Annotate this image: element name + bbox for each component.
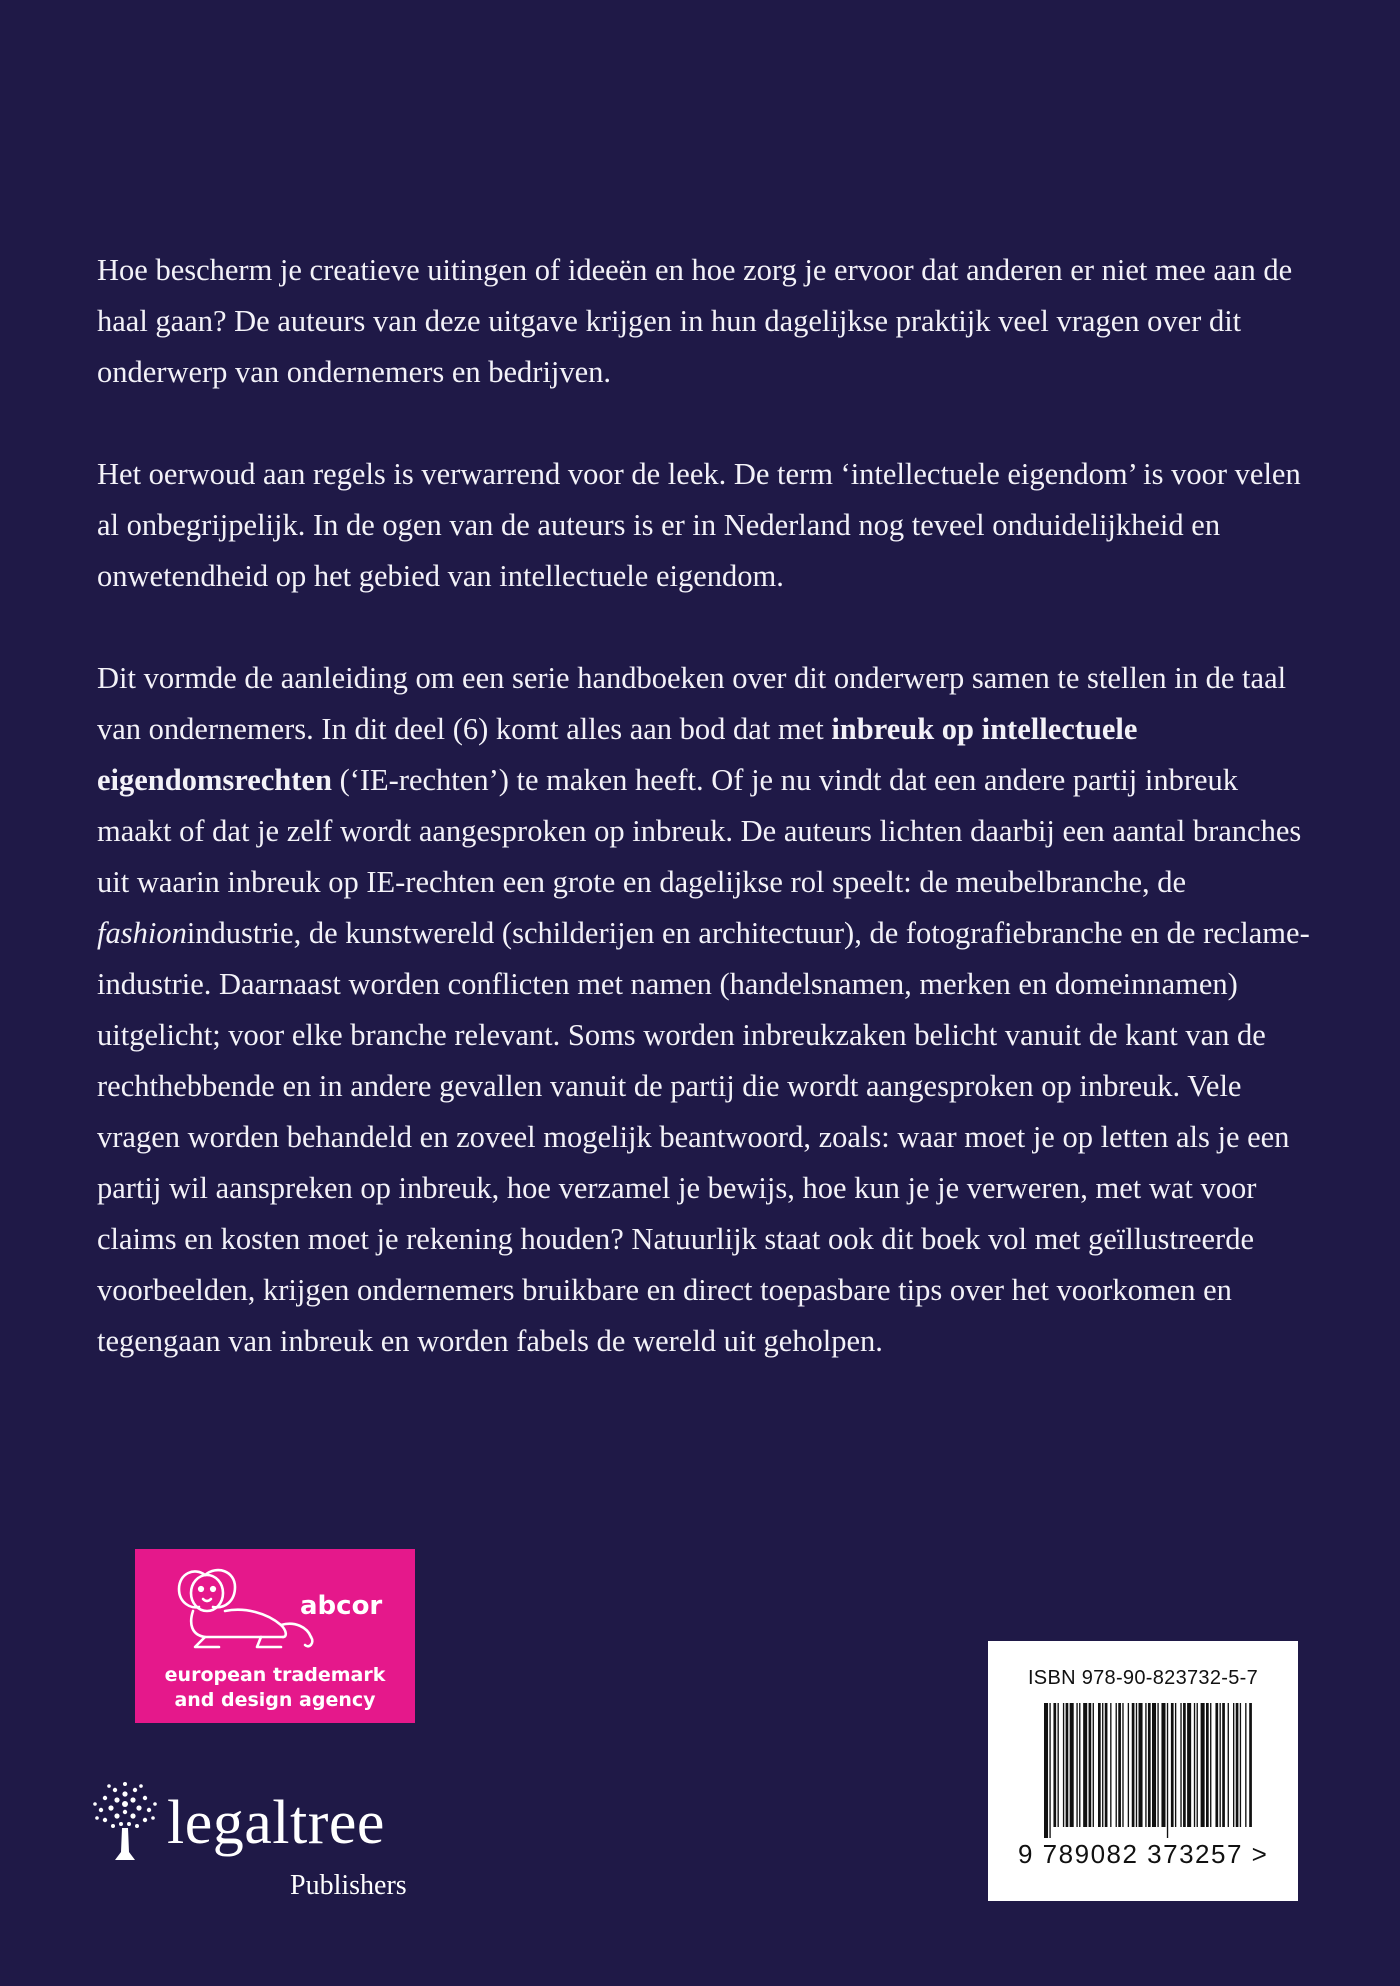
barcode-bar [1197,1703,1198,1827]
barcode-bar [1079,1703,1080,1827]
paragraph-regels: Het oerwoud aan regels is verwarrend voor de leek. De term ‘intellectuele eigendom’ is voor velen al onbegrijpelijk. In de ogen van de auteurs is er in Nederland nog teveel onduidelijkheid en onwetendheid op het gebied van intellectuele eigendom. [97,457,1301,593]
paragraph-description-part-2: (‘IE-rechten’) te maken heeft. Of je nu vindt dat een andere partij inbreuk maakt of dat je zelf wordt aangesproken op inbreuk. De auteurs lichten daarbij een aantal branches uit waarin inbreuk op IE-rechten een grote en dagelijkse rol speelt: de meubelbranche, de [97,763,1302,899]
barcode-bar [1116,1703,1117,1827]
barcode-bar [1249,1703,1252,1827]
barcode-bar [1175,1703,1176,1827]
barcode-bar [1139,1703,1143,1827]
barcode-bar [1145,1703,1146,1827]
abcor-logo [135,1549,415,1723]
barcode-bar [1171,1703,1174,1827]
barcode-bar [1093,1703,1094,1827]
abcor-name: abcor [300,1591,383,1621]
barcode-bar [1210,1703,1211,1827]
barcode [1044,1703,1254,1838]
barcode-bar [1070,1703,1074,1827]
legaltree-name: legaltree [167,1789,385,1857]
barcode-bar [1148,1703,1151,1827]
barcode-bar [1066,1703,1069,1827]
barcode-bar [1236,1703,1239,1827]
barcode-bar [1167,1703,1168,1838]
paragraph-description-part-3: industrie, de kunstwereld (schilderijen en architectuur), de fotografiebranche en de reclame-industrie. Daarnaast worden conflicten met namen (handelsnamen, merken en domeinnamen) uitgelicht; voor elke branche relevant. Soms worden inbreukzaken belicht vanuit de kant van de rechthebbende en in andere gevallen vanuit de partij die wordt aangesproken op inbreuk. Vele vragen worden behandeld en zoveel mogelijk beantwoord, zoals: waar moet je op letten als je een partij wil aanspreken op inbreuk, hoe verzamel je bewijs, hoe kun je je verweren, met wat voor claims en kosten moet je rekening houden? Natuurlijk staat ook dit boek vol met geïllustreerde voorbeelden, krijgen ondernemers bruikbare en direct toepasbare tips over het voorkomen en tegengaan van inbreuk en worden fabels de wereld uit geholpen. [97,916,1310,1358]
tree-icon [85,1778,165,1878]
abcor-tagline-line-2: and design agency [174,1689,376,1711]
back-cover-text [97,245,1312,1418]
barcode-bar [1222,1703,1225,1827]
barcode-bar [1240,1703,1241,1827]
barcode-bar [1161,1703,1165,1827]
barcode-bar [1128,1703,1129,1827]
isbn-barcode-box [988,1641,1298,1901]
barcode-bar [1110,1703,1111,1827]
bold-subject: inbreuk op intellectuele eigendomsrechten [97,712,1138,797]
barcode-bar [1044,1703,1048,1838]
barcode-bar [1132,1703,1135,1827]
barcode-bar [1215,1703,1218,1827]
barcode-bar [1220,1703,1221,1827]
barcode-bar [1063,1703,1064,1827]
barcode-bar [1053,1703,1056,1827]
abcor-tagline [135,1663,415,1713]
barcode-bar [1180,1703,1181,1827]
italic-fashion: fashion [97,916,187,950]
barcode-bar [1194,1703,1195,1827]
barcode-bar [1089,1703,1092,1827]
barcode-bar [1083,1703,1087,1827]
barcode-bar [1102,1703,1103,1827]
barcode-bar [1233,1703,1234,1827]
paragraph-description [97,653,1312,1367]
barcode-bar [1122,1703,1123,1827]
barcode-bar [1076,1703,1077,1827]
barcode-bar [1187,1703,1191,1827]
barcode-bar [1152,1703,1156,1827]
paragraph-intro: Hoe bescherm je creatieve uitingen of ideeën en hoe zorg je ervoor dat anderen er niet mee aan de haal gaan? De auteurs van deze uitgave krijgen in hun dagelijkse praktijk veel vragen over dit onderwerp van ondernemers en bedrijven. [97,253,1293,389]
barcode-bar [1157,1703,1158,1827]
barcode-bar [1118,1703,1121,1827]
barcode-bar [1245,1703,1246,1827]
barcode-bar [1206,1703,1209,1827]
barcode-bar [1201,1703,1205,1827]
barcode-bar [1098,1703,1101,1827]
barcode-bar [1058,1703,1059,1827]
barcode-bar [1136,1703,1137,1827]
barcode-bar [1105,1703,1108,1827]
abcor-tagline-line-1: european trademark [164,1664,386,1686]
paragraph-description-part-1: Dit vormde de aanleiding om een serie handboeken over dit onderwerp samen te stellen in de taal van ondernemers. In dit deel (6) komt alles aan bod dat met [97,661,1287,746]
legaltree-logo [85,1778,425,1918]
isbn-digits: 9 789082 373257 > [1018,1839,1269,1869]
isbn-number: ISBN 978-90-823732-5-7 [1027,1667,1259,1689]
barcode-bar [1049,1703,1050,1838]
legaltree-subtitle: Publishers [290,1870,407,1901]
barcode-bar [1228,1703,1229,1827]
barcode-bar [1183,1703,1186,1827]
